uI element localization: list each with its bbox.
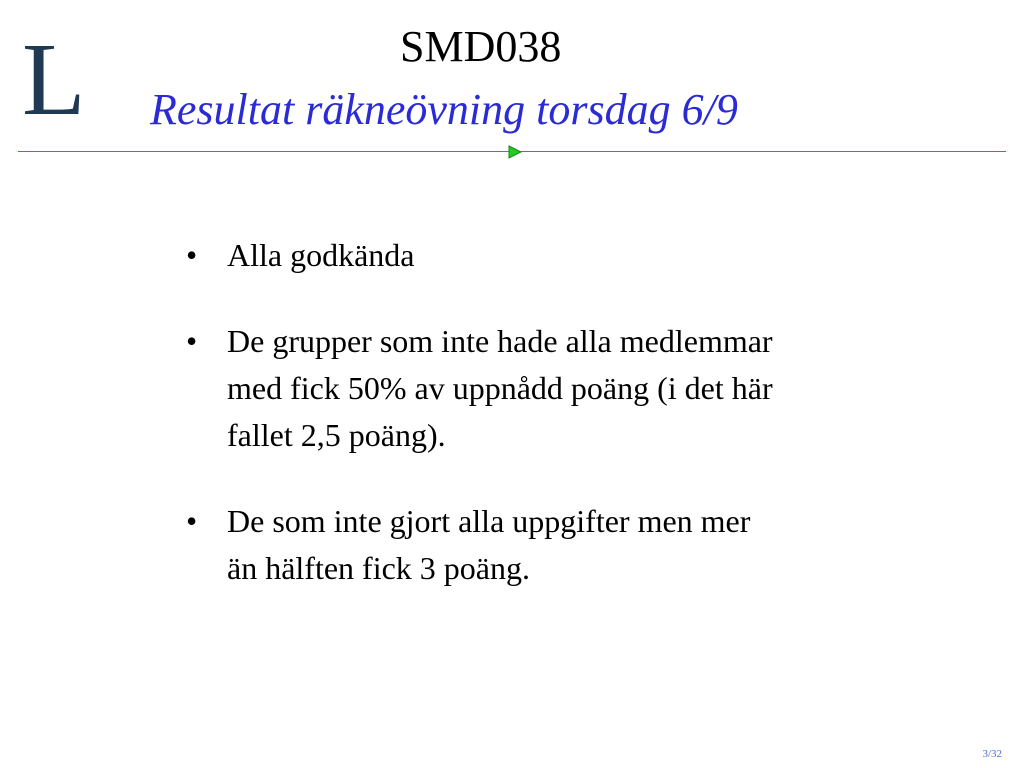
bullet-symbol: • (186, 237, 198, 273)
bullet-list (186, 232, 806, 631)
bullet-symbol: • (186, 323, 198, 359)
bullet-symbol: • (186, 503, 198, 539)
logo-letter: L (22, 30, 86, 122)
bullet-text: De som inte gjort alla uppgifter men mer än hälften fick 3 poäng. (227, 503, 751, 586)
next-slide-arrow-icon[interactable] (508, 145, 522, 159)
bullet-item (186, 498, 787, 592)
bullet-item (186, 318, 787, 459)
bullet-text: Alla godkända (227, 237, 415, 273)
page-number: 3/32 (982, 748, 1002, 760)
slide-subtitle: Resultat räkneövning torsdag 6/9 (150, 85, 738, 134)
bullet-text: De grupper som inte hade alla medlemmar med fick 50% av uppnådd poäng (i det här fallet 2,5 poäng). (227, 323, 773, 453)
course-code-title: SMD038 (400, 22, 562, 71)
bullet-item (186, 232, 806, 279)
university-logo-icon (22, 30, 108, 122)
